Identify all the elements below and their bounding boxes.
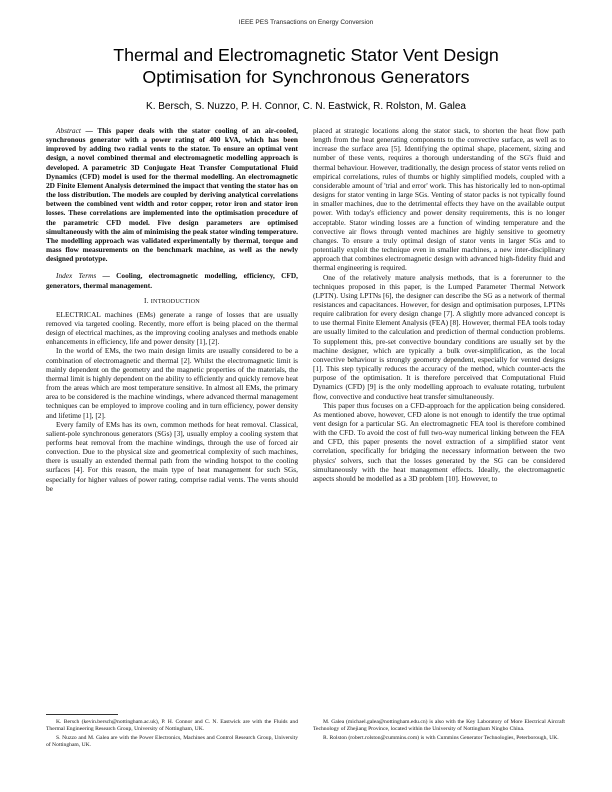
title-line-1: Thermal and Electromagnetic Stator Vent Design (113, 45, 499, 65)
intro-paragraph: Every family of EMs has its own, common methods for heat removal. Classical, salient-pole synchronous generators (SGs) [3], usually employ a cooling system that performs heat removal from the machine windings, through the use of forced air convection. Due to the physical size and geometrical complexity of such machines, there is usually an extended thermal path from the winding hotspot to the cooling surfaces [4]. For this reason, the main type of heat management for such SGs, especially for higher values of power rating, comprise radial vents. The vents should be (46, 419, 298, 493)
abstract-dash: — (80, 126, 98, 135)
author-list: K. Bersch, S. Nuzzo, P. H. Connor, C. N. Eastwick, R. Rolston, M. Galea (146, 101, 466, 112)
journal-header: IEEE PES Transactions on Energy Conversion (238, 19, 374, 26)
footnote: K. Bersch (kevin.bersch@nottingham.ac.uk), P. H. Connor and C. N. Eastwick are with the Fluids and Thermal Engineering Research Group, University of Nottingham, UK. (46, 719, 298, 732)
body-paragraph: placed at strategic locations along the stator stack, to shorten the heat flow path length from the heat generating components to the convective surface, as well as to increase the surface area [5]. Identifying the optimal shape, placement, sizing and number of these vents, requires a thorough understanding of the SG's fluid and thermal behaviour. However, traditionally, the design process of stator vents relied on empirical correlations, rules of thumbs or highly simplified models, coupled with a considerable amount of 'trial and error' work. This has historically led to non-optimal designs for stator venting in large SGs. Venting of stator packs is not typically found in smaller machines, due to the detrimental effects they have on the available output power. With today's efficiency and power density requirements, this is no longer acceptable. Stator winding losses are a function of winding temperature and the convective air flows through vented machines are highly sensitive to geometry changes. To ensure a truly optimal design of stator vents in larger SGs and to potentially exploit the technique even in smaller machines, a new inter-disciplinary approach that combines electromagnetic design with advanced high-fidelity fluid and thermal engineering is required. (313, 126, 565, 273)
index-terms-lead: Index Terms (56, 271, 97, 281)
index-terms (46, 271, 298, 289)
index-terms-dash: — (96, 271, 117, 281)
abstract (46, 126, 298, 263)
footnotes-left (46, 719, 298, 751)
footnote: M. Galea (michael.galea@nottingham.edu.cn) is also with the Key Laboratory of More Electrical Aircraft Technology of Zhejiang Province, located within the University of Nottingham Ningbo China. (313, 719, 565, 732)
intro-paragraph: ELECTRICAL machines (EMs) generate a range of losses that are usually removed via targeted cooling. Recently, more effort is being placed on the thermal design of electrical machines, as the improving cooling analyses and methods enable enhancements in efficiency, life and power density [1], [2]. (46, 309, 298, 347)
abstract-lead: Abstract (56, 126, 81, 135)
body-paragraph: This paper thus focuses on a CFD-approach for the application being considered. As mentioned above, however, CFD alone is not enough to identify the true optimal vent design for a particular SG. An electromagnetic FEA tool is therefore combined with the CFD. To avoid the cost of full two-way numerical linking between the FEA and CFD, this paper presents the novel extraction of a simplified stator vent correlation, specifically for bridging the necessary information between the two physics' solvers, such that the losses generated by the SG can be considered simultaneously with the heat management effects. Ideally, the electromagnetic aspects should be modelled as a 3D problem [10]. However, to (313, 400, 565, 483)
intro-paragraph: In the world of EMs, the two main design limits are usually considered to be a combination of electromagnetic and thermal [2]. Whilst the electromagnetic limit is mainly dependent on the geometry and the magnetic properties of the materials, the thermal limit is highly dependent on the ability to efficiently and quickly remove heat from the areas which are most temperature sensitive. In almost all EMs, the primary area to be considered is the machine windings, where advanced thermal management techniques can be employed to improve cooling and in turn efficiency, power density and lifetime [1], [2]. (46, 346, 298, 420)
index-terms-text: Cooling, electromagnetic modelling, efficiency, CFD, generators, thermal management. (46, 271, 298, 290)
footnote-divider (46, 714, 118, 715)
abstract-text: This paper deals with the stator cooling of an air-cooled, synchronous generator with a power rating of 400 kVA, which has been improved by adding two radial vents to the stator. To ensure an optimal vent design, a novel combined thermal and electromagnetic modelling approach is developed. A parametric 3D Conjugate Heat Transfer Computational Fluid Dynamics (CFD) model is used for the thermal modelling. An electromagnetic 2D Finite Element Analysis determined the impact that venting the stator has on the loss distribution. The models are coupled by deriving analytical correlations between the combined vent width and rotor copper, rotor iron and stator iron losses. These correlations are implemented into the optimisation procedure of the parametric CFD model. Five design parameters are optimised simultaneously with the aim of minimising the peak stator winding temperature. The modelling approach was validated experimentally by thermal, torque and mass flow measurements on the benchmark machine, as well as the newly designed prototype. (46, 126, 298, 264)
section-heading-introduction (46, 296, 298, 306)
section-title: INTRODUCTION (150, 297, 200, 305)
title-line-2: Optimisation for Synchronous Generators (142, 67, 470, 87)
left-column (46, 126, 298, 493)
body-paragraph: One of the relatively mature analysis methods, that is a forerunner to the techniques proposed in this paper, is the Lumped Parameter Thermal Network (LPTN). Using LPTNs [6], the designer can describe the SG as a network of thermal resistances and capacitances. However, for design and optimisation purposes, LPTNs require calibration for every design change [7]. A slightly more advanced concept is to use thermal Finite Element Analysis (FEA) [8]. However, thermal FEA tools today are usually limited to the calculation and prediction of thermal conduction problems. To supplement this, pre-set convective boundary conditions are usually set by the machine designer, which are typically a bulk over-simplification, as the local convective behaviour is strongly geometry dependent, especially for vented designs [1]. This step typically reduces the accuracy of the method, which counter-acts the purpose of the optimisation. It is therefore perceived that Computational Fluid Dynamics (CFD) [9] is the only modelling approach to evaluate rotating, turbulent flow, convective and conductive heat transfer simultaneously. (313, 272, 565, 401)
footnote: R. Rolston (robert.rolston@cummins.com) is with Cummins Generator Technologies, Peterborough, UK. (323, 735, 559, 741)
section-numeral: I. (144, 295, 149, 305)
right-column (313, 126, 565, 483)
footnotes-right (313, 719, 565, 744)
paper-title (60, 44, 552, 88)
footnote: S. Nuzzo and M. Galea are with the Power Electronics, Machines and Control Research Group, University of Nottingham, UK. (46, 735, 298, 748)
